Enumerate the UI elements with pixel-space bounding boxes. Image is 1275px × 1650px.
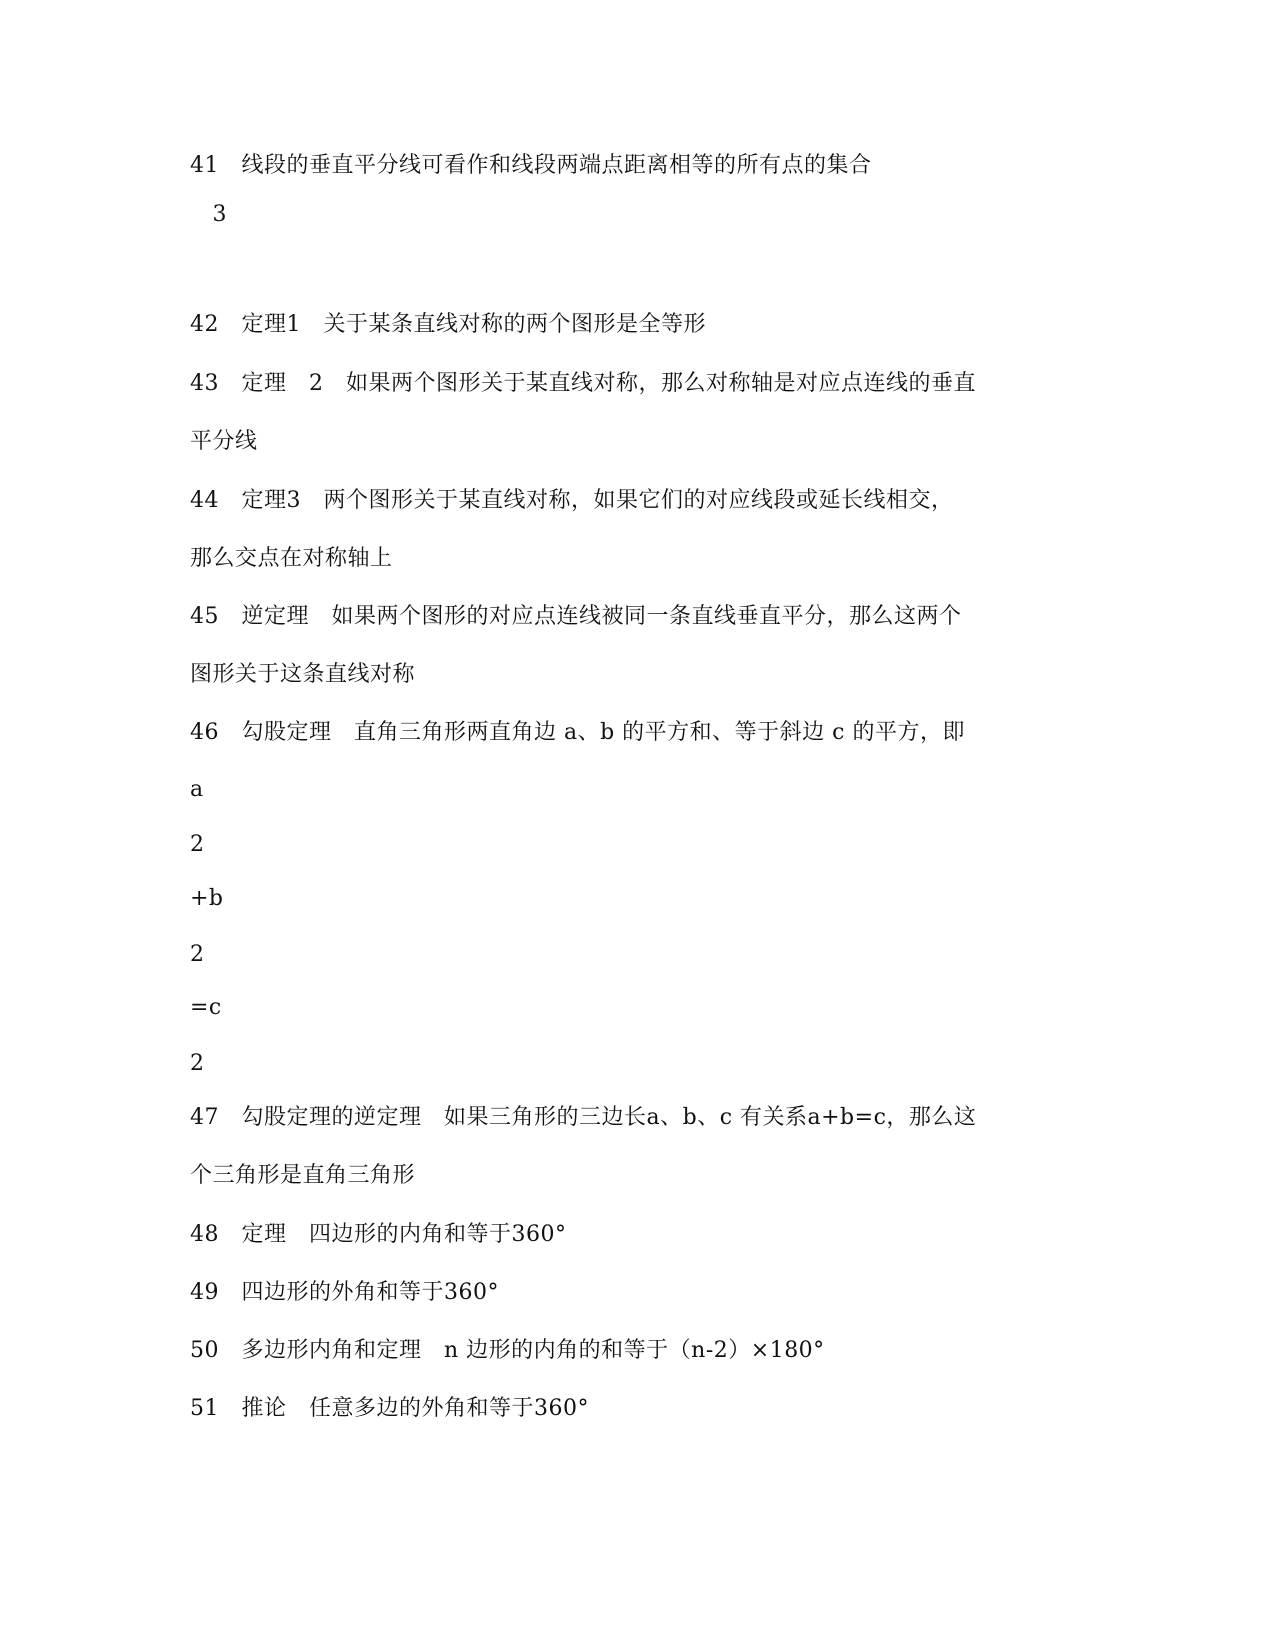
text-line: 43 定理 2 如果两个图形关于某直线对称，那么对称轴是对应点连线的垂直 bbox=[190, 371, 976, 396]
text-line: 46 勾股定理 直角三角形两直角边 a、b 的平方和、等于斜边 c 的平方，即 bbox=[190, 720, 965, 745]
text-line: 44 定理3 两个图形关于某直线对称，如果它们的对应线段或延长线相交， bbox=[190, 488, 954, 513]
text-line: a bbox=[190, 777, 204, 802]
text-line: 50 多边形内角和定理 n 边形的内角的和等于（n-2）×180° bbox=[190, 1338, 825, 1363]
text-line: 42 定理1 关于某条直线对称的两个图形是全等形 bbox=[190, 312, 706, 337]
text-line: 平分线 bbox=[190, 429, 258, 454]
text-line: 49 四边形的外角和等于360° bbox=[190, 1280, 499, 1305]
text-line: 2 bbox=[190, 832, 205, 857]
text-line: 3 bbox=[190, 202, 227, 227]
text-line: 48 定理 四边形的内角和等于360° bbox=[190, 1222, 567, 1247]
text-line: 2 bbox=[190, 942, 205, 967]
text-line: 51 推论 任意多边的外角和等于360° bbox=[190, 1396, 589, 1421]
text-line: 45 逆定理 如果两个图形的对应点连线被同一条直线垂直平分，那么这两个 bbox=[190, 604, 962, 629]
text-line: 那么交点在对称轴上 bbox=[190, 546, 393, 571]
text-line: 个三角形是直角三角形 bbox=[190, 1163, 416, 1188]
text-line: 47 勾股定理的逆定理 如果三角形的三边长a、b、c 有关系a+b=c，那么这 bbox=[190, 1105, 977, 1130]
text-line: 2 bbox=[190, 1051, 205, 1076]
text-line: +b bbox=[190, 886, 224, 911]
text-line: 图形关于这条直线对称 bbox=[190, 662, 416, 687]
text-line: 41 线段的垂直平分线可看作和线段两端点距离相等的所有点的集合 bbox=[190, 153, 872, 178]
text-line: =c bbox=[190, 995, 222, 1020]
